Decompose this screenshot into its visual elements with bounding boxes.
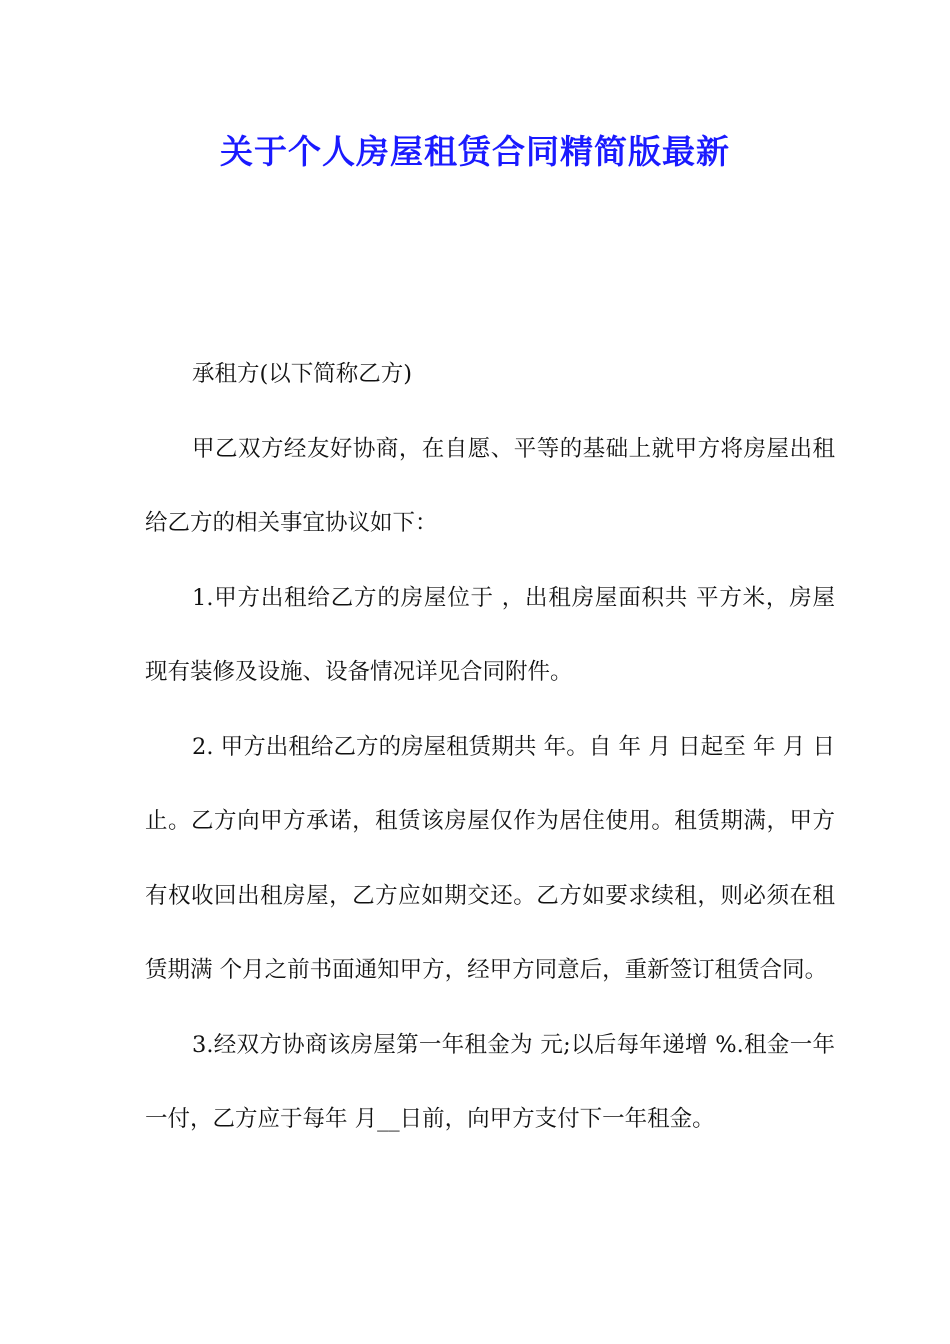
paragraph-clause-1: 1.甲方出租给乙方的房屋位于 ，出租房屋面积共 平方米，房屋现有装修及设施、设备情况详见合同附件。	[145, 584, 835, 685]
document-body	[145, 337, 835, 1157]
paragraph-clause-3: 3.经双方协商该房屋第一年租金为 元;以后每年递增 %.租金一年一付，乙方应于每年 月__日前，向甲方支付下一年租金。	[145, 1031, 835, 1132]
paragraph-clause-2: 2. 甲方出租给乙方的房屋租赁期共 年。自 年 月 日起至 年 月 日止。乙方向甲方承诺，租赁该房屋仅作为居住使用。租赁期满，甲方有权收回出租房屋，乙方应如期交还。乙方如要求续租，则必须在租赁期满 个月之前书面通知甲方，经甲方同意后，重新签订租赁合同。	[145, 733, 835, 983]
paragraph-agreement-intro: 甲乙双方经友好协商，在自愿、平等的基础上就甲方将房屋出租给乙方的相关事宜协议如下：	[145, 435, 835, 536]
paragraph-lessee: 承租方(以下简称乙方)	[192, 361, 413, 387]
document-title: 关于个人房屋租赁合同精简版最新	[220, 132, 730, 171]
